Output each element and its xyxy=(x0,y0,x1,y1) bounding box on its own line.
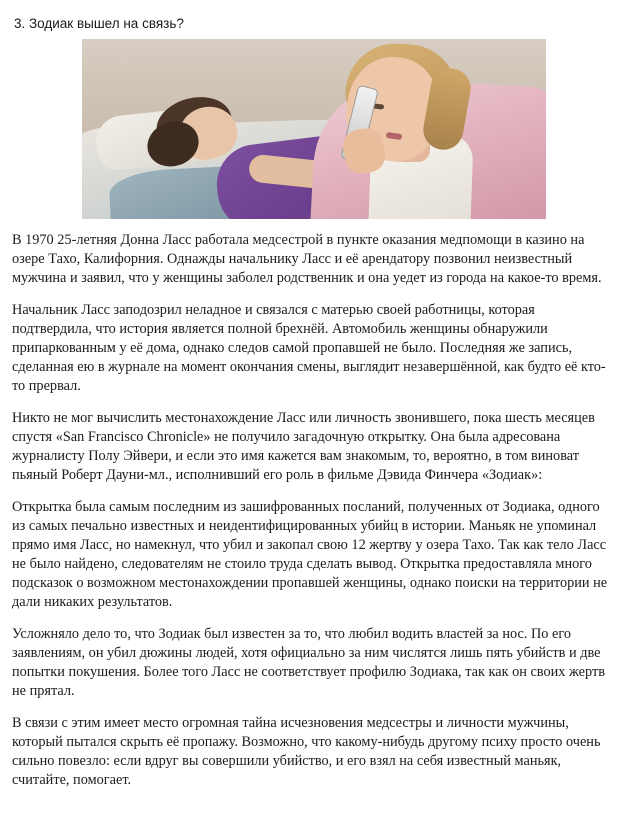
page-title: 3. Зодиак вышел на связь? xyxy=(14,16,184,31)
article-paragraph: Начальник Ласс заподозрил неладное и связался с матерью своей работницы, которая подтвердила, что история является полной брехнёй. Автомобиль женщины обнаружили припаркованным у её дома, однако следов самой пропавшей не было. Последняя же запись, сделанная ею в журнале на момент окончания смены, выглядит незавершённой, как будто её кто-то прервал. xyxy=(12,302,606,394)
article-image xyxy=(82,39,546,219)
article-paragraph: Усложняло дело то, что Зодиак был известен за то, что любил водить властей за нос. По его заявлениям, он убил дюжины людей, хотя официально за ним числятся лишь пять убийств и две попытки покушения. Более того Ласс не соответствует профилю Зодиака, так как он своих жертв не прятал. xyxy=(12,626,605,699)
article-paragraph: В 1970 25-летняя Донна Ласс работала медсестрой в пункте оказания медпомощи в казино на озере Тахо, Калифорния. Однажды начальнику Ласс и её арендатору позвонил неизвестный мужчина и заявил, что у женщины заболел родственник и она уедет из города на какое-то время. xyxy=(12,232,602,286)
article-paragraph: В связи с этим имеет место огромная тайна исчезновения медсестры и личности мужчины, который пытался скрыть её пропажу. Возможно, что какому-нибудь другому психу просто очень сильно повезло: если вдруг вы совершили убийство, и его взял на себя известный маньяк, считайте, помогает. xyxy=(12,715,601,788)
article-paragraph: Никто не мог вычислить местонахождение Ласс или личность звонившего, пока шесть месяцев спустя «San Francisco Chronicle» не получило загадочную открытку. Она была адресована журналисту Полу Эйвери, и если это имя кажется вам знакомым, то, вероятно, в том виноват пьяный Роберт Дауни-мл., исполнивший его роль в фильме Дэвида Финчера «Зодиак»: xyxy=(12,410,595,483)
article-paragraph: Открытка была самым последним из зашифрованных посланий, полученных от Зодиака, одного из самых печально известных и неидентифицированных убийц в истории. Маньяк не упоминал прямо имя Ласс, но намекнул, что убил и закопал свою 12 жертву у озера Тахо. Так как тело Ласс не было найдено, следователям не стоило труда сделать вывод. Открытка предоставляла много подсказок о возможном местонахождении пропавшей женщины, однако поиски на территории не дали никаких результатов. xyxy=(12,499,608,610)
illustration-scene xyxy=(82,39,546,219)
